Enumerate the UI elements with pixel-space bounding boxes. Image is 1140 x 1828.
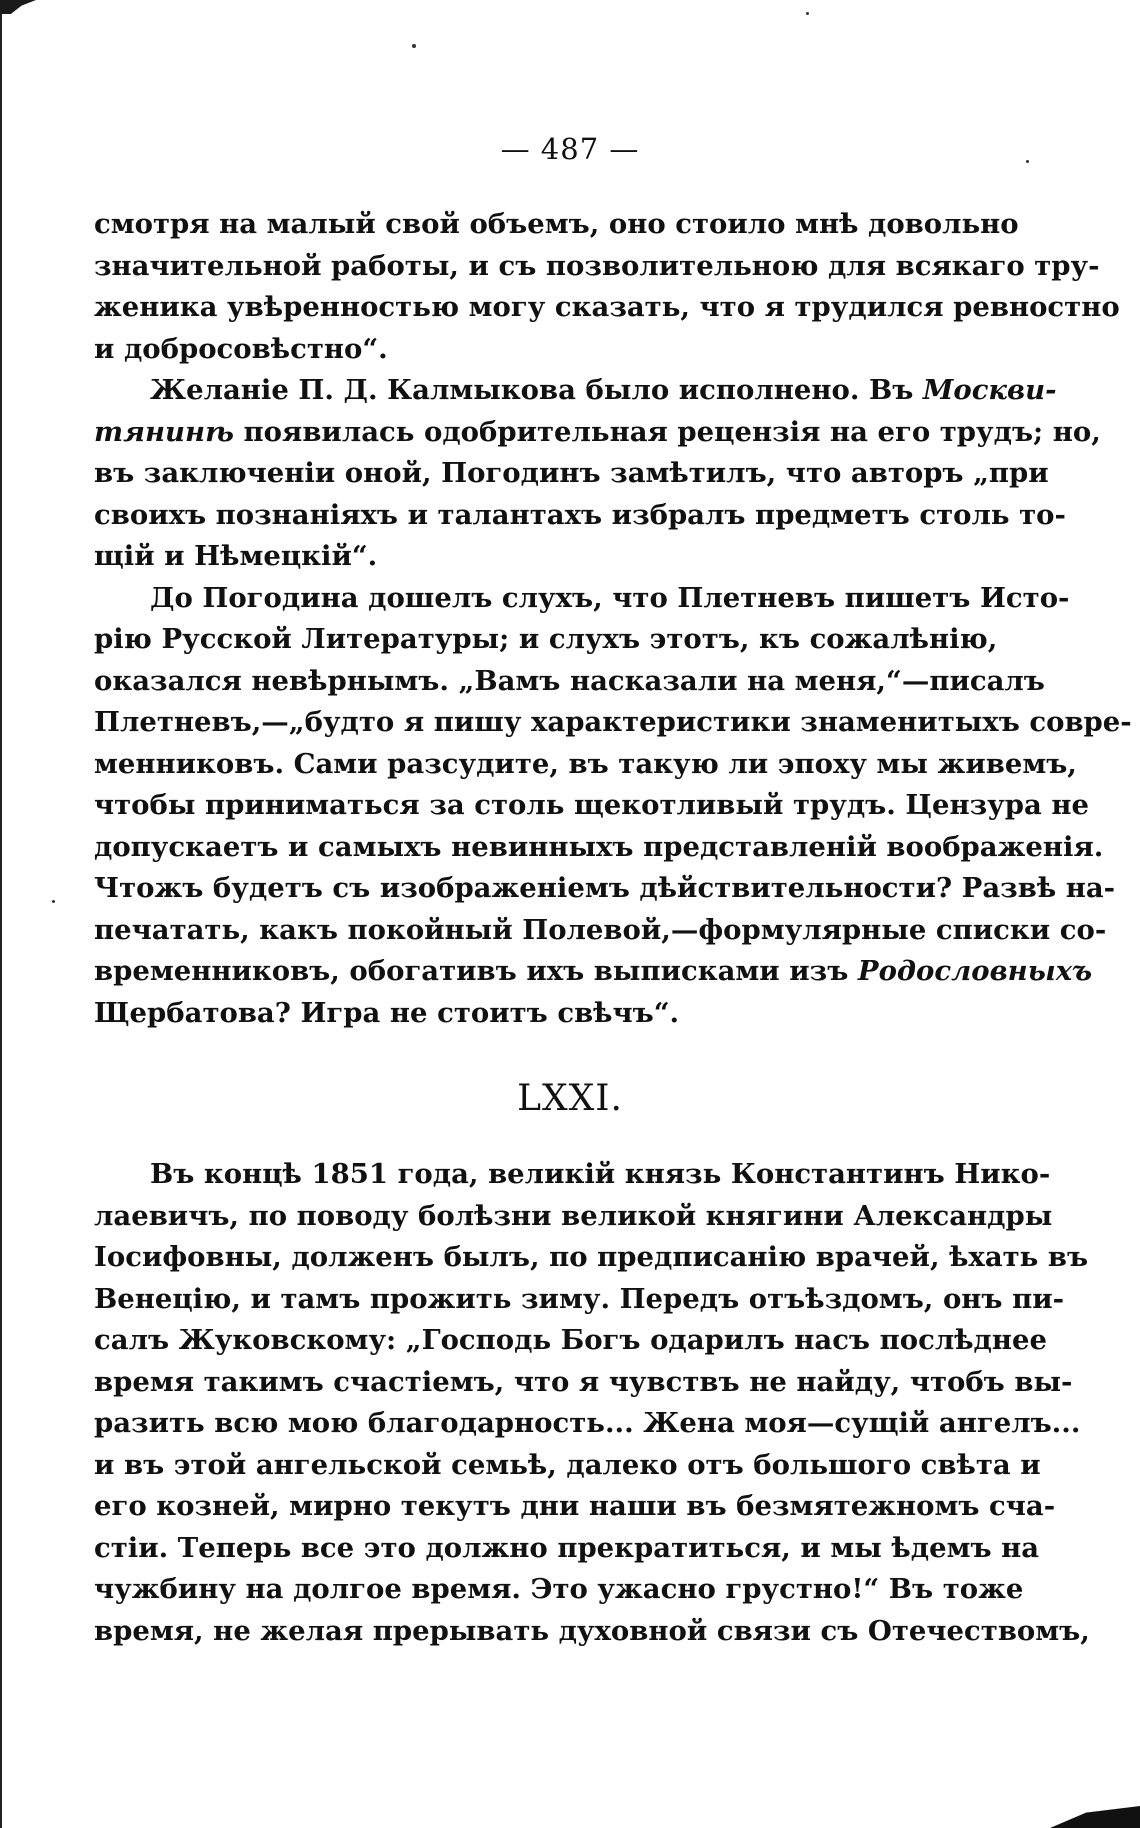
- text-line: Венецію, и тамъ прожить зиму. Передъ отъѣздомъ, онъ пи-: [94, 1282, 1065, 1315]
- text-line: Іосифовны, долженъ былъ, по предписанію врачей, ѣхать въ: [94, 1241, 1089, 1273]
- text-line: Въ концѣ 1851 года, великій князь Константинъ Нико-: [150, 1158, 1051, 1190]
- text-line: До Погодина дошелъ слухъ, что Плетневъ пишетъ Исто-: [150, 581, 1070, 614]
- italic-title: тянинѣ: [94, 415, 234, 448]
- text-line: стіи. Теперь все это должно прекратиться, и мы ѣдемъ на: [94, 1531, 1040, 1564]
- scan-left-edge: [0, 0, 8, 1828]
- text-line: значительной работы, и съ позволительною для всякаго тру-: [94, 249, 1100, 282]
- text-segment: временниковъ, обогативъ ихъ выписками изъ: [94, 955, 849, 987]
- text-line: допускаетъ и самыхъ невинныхъ представленій воображенія.: [94, 830, 1104, 863]
- text-line: рію Русской Литературы; и слухъ этотъ, къ сожалѣнію,: [94, 623, 998, 655]
- text-segment: появилась одобрительная рецензія на его трудъ; но,: [243, 415, 1101, 448]
- text-line: время такимъ счастіемъ, что я чувствъ не найду, чтобъ вы-: [94, 1365, 1073, 1398]
- text-line: [94, 370, 1057, 412]
- text-line: салъ Жуковскому: „Господь Богъ одарилъ насъ послѣднее: [94, 1324, 1047, 1356]
- text-line: [94, 951, 1093, 993]
- text-line: щій и Нѣмецкій“.: [94, 540, 378, 572]
- text-line: его козней, мирно текутъ дни наши въ безмятежномъ сча-: [94, 1490, 1056, 1522]
- text-line: Щербатова? Игра не стоитъ свѣчъ“.: [94, 996, 680, 1029]
- main-text-top: [94, 204, 1132, 1034]
- text-line: женика увѣренностью могу сказать, что я трудился ревностно: [94, 291, 1120, 323]
- text-line: своихъ познаніяхъ и талантахъ избралъ предметъ столь то-: [94, 498, 1066, 531]
- main-text-bottom: [94, 1154, 1090, 1652]
- scan-speck: [412, 44, 416, 48]
- scan-speck: [806, 12, 809, 15]
- text-segment: Желаніе П. Д. Калмыкова было исполнено. Въ: [150, 374, 914, 406]
- scan-corner-mark: [0, 0, 36, 14]
- text-line: лаевичъ, по поводу болѣзни великой княгини Александры: [94, 1199, 1053, 1232]
- text-line: въ заключеніи оной, Погодинъ замѣтилъ, что авторъ „при: [94, 457, 1049, 489]
- chapter-heading: LXXI.: [517, 1078, 623, 1119]
- text-line: разить всю мою благодарность... Жена моя—сущій ангелъ...: [94, 1407, 1081, 1439]
- page-number: — 487 —: [500, 132, 640, 166]
- text-line: время, не желая прерывать духовной связи съ Отечествомъ,: [94, 1614, 1090, 1647]
- scan-speck: [52, 900, 55, 903]
- italic-title: Родословныхъ: [857, 955, 1093, 987]
- text-line: и добросовѣстно“.: [94, 332, 388, 365]
- text-line: Плетневъ,—„будто я пишу характеристики знаменитыхъ совре-: [94, 706, 1132, 738]
- text-line: печатать, какъ покойный Полевой,—формулярные списки со-: [94, 913, 1107, 946]
- text-line: чужбину на долгое время. Это ужасно грустно!“ Въ тоже: [94, 1573, 1024, 1605]
- text-line: [94, 412, 1101, 454]
- text-line: чтобы приниматься за столь щекотливый трудъ. Цензура не: [94, 789, 1089, 821]
- text-line: оказался невѣрнымъ. „Вамъ насказали на меня,“—писалъ: [94, 664, 1045, 697]
- text-line: и въ этой ангельской семьѣ, далеко отъ большого свѣта и: [94, 1448, 1041, 1481]
- italic-title: Москви-: [922, 374, 1057, 406]
- text-line: менниковъ. Сами разсудите, въ такую ли эпоху мы живемъ,: [94, 747, 1077, 780]
- scan-corner-mark: [1050, 1806, 1140, 1828]
- text-line: Чтожъ будетъ съ изображеніемъ дѣйствительности? Развѣ на-: [94, 872, 1116, 904]
- text-line: смотря на малый свой объемъ, оно стоило мнѣ довольно: [94, 208, 1019, 240]
